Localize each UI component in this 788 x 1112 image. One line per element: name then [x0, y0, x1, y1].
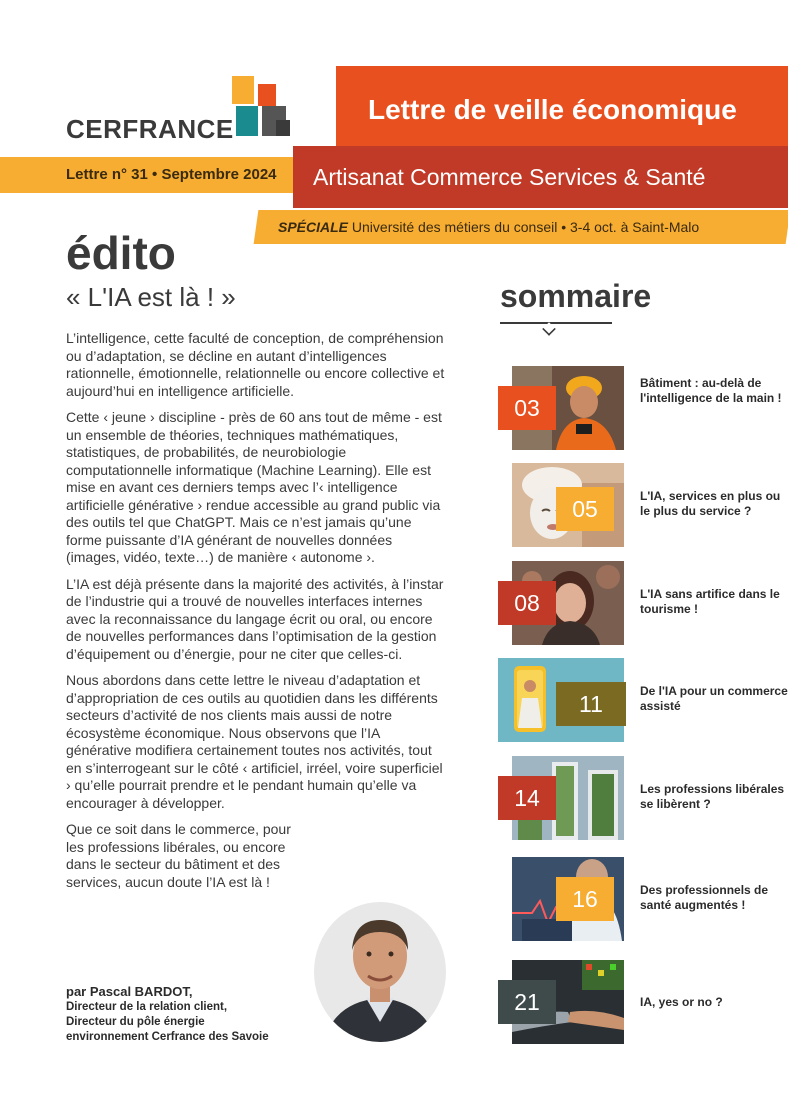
sommaire-underline: [500, 322, 612, 324]
signature-prefix: par: [66, 984, 87, 999]
special-description: Université des métiers du conseil • 3-4 oct. à Saint-Malo: [351, 219, 700, 235]
signature-role: Directeur de la relation client,: [66, 1001, 228, 1013]
special-label: SPÉCIALE: [278, 219, 349, 235]
logo-text: CERFRANCE: [66, 114, 234, 144]
sommaire-item-label: Bâtiment : au-delà de l'intelligence de la main !: [640, 376, 782, 405]
sommaire-notch: [542, 322, 556, 336]
sommaire-item-label: De l'IA pour un commerce assisté: [640, 684, 788, 713]
page-number-badge: 08: [498, 581, 556, 625]
special-text: [278, 219, 699, 235]
sommaire-item-11[interactable]: [498, 658, 788, 742]
edito-closing: [66, 821, 336, 891]
signature-role: Directeur du pôle énergie: [66, 1016, 205, 1028]
cerfrance-mark-icon: [232, 76, 298, 136]
edito-closing-line: services, aucun doute l’IA est là !: [66, 873, 270, 890]
sommaire-item-05[interactable]: [498, 463, 788, 547]
page-number-badge: 21: [498, 980, 556, 1024]
edito-paragraph: Nous abordons dans cette lettre le niveau d’adaptation et d’appropriation de ces outils au quotidien dans les différents secteurs d’activité de nos clients mais aussi de notre écosystème économique. Nous observons que l’IA générative modifiera certainement toutes nos activités, tout en s’interrogeant sur le côté ‹ artificiel, irréel, voire superficiel › qu’elle pourrait prendre et le pendant humain qu’elle va encourager à développer.: [66, 672, 443, 811]
sommaire-item-label: Des professionnels de santé augmentés !: [640, 883, 769, 912]
page-number-badge: 03: [498, 386, 556, 430]
newsletter-title-banner: [336, 66, 788, 146]
sommaire-item-03[interactable]: [498, 366, 788, 450]
sommaire-item-21[interactable]: [498, 960, 788, 1044]
page-number-badge: 05: [556, 487, 614, 531]
edito-paragraph: L’intelligence, cette faculté de conception, de compréhension ou d’adaptation, se décline en autant d’intelligences rationnelle, émotionnelle, relationnelle ou encore collective et aujourd’hui en intelligence artificielle.: [66, 330, 445, 399]
sommaire-item-label: L'IA sans artifice dans le tourisme !: [640, 587, 780, 616]
edito-paragraph: Cette ‹ jeune › discipline - près de 60 ans tout de même - est un ensemble de théories, techniques mathématiques, statistiques, de probabilités, de neurobiologie computationnelle informatique (Machine Learning). Elle est mise en avant ces derniers temps avec l’‹ intelligence artificielle générative › rendue accessible au grand public via des outils tel que ChatGPT. Mais ce n’est jamais qu’une forme puissante d’IA générant de nouvelles données (images, vidéo, texte…) de manière ‹ autonome ›.: [66, 409, 442, 565]
page-number-badge: 16: [556, 877, 614, 921]
sommaire-item-label: Les professions libérales se libèrent ?: [640, 782, 785, 811]
page-number-badge: 11: [556, 682, 626, 726]
portrait-image: [314, 902, 446, 1042]
sommaire-title: sommaire: [500, 278, 652, 314]
page-number-badge: 14: [498, 776, 556, 820]
cerfrance-logo: [66, 76, 306, 142]
sector-banner: [293, 146, 788, 208]
sector-title: Artisanat Commerce Services & Santé: [313, 164, 706, 190]
sommaire-item-16[interactable]: [498, 857, 788, 941]
edito-closing-line: Que ce soit dans le commerce, pour: [66, 821, 291, 837]
newsletter-title: Lettre de veille économique: [368, 94, 737, 125]
signature-role: environnement Cerfrance des Savoie: [66, 1031, 269, 1043]
sommaire-item-08[interactable]: [498, 561, 788, 645]
signature-name: Pascal BARDOT: [89, 984, 189, 999]
sommaire-item-label: IA, yes or no ?: [640, 995, 723, 1009]
issue-band: [0, 157, 300, 193]
author-portrait: [314, 902, 446, 1042]
edito-body: [66, 330, 446, 891]
sommaire-item-label: L'IA, services en plus ou le plus du service ?: [640, 489, 781, 518]
edito-closing-line: dans le secteur du bâtiment et des: [66, 856, 281, 872]
sommaire-item-14[interactable]: [498, 756, 788, 840]
issue-number: Lettre n° 31 • Septembre 2024: [66, 166, 277, 183]
edito-quote: « L'IA est là ! »: [66, 282, 236, 312]
edito-paragraph: L’IA est déjà présente dans la majorité des activités, à l’instar de l’industrie qui a trouvé de nouvelles interfaces internes avec la reconnaissance du langage écrit ou oral, ou encore de nouvelles performances dans l’optimisation de la gestion d’équipement ou d’énergie, pour ne citer que celles-ci.: [66, 575, 444, 662]
edito-title: édito: [66, 227, 176, 279]
edito-closing-line: les professions libérales, ou encore: [66, 838, 286, 855]
signature: par Pascal BARDOT,: [66, 984, 193, 999]
